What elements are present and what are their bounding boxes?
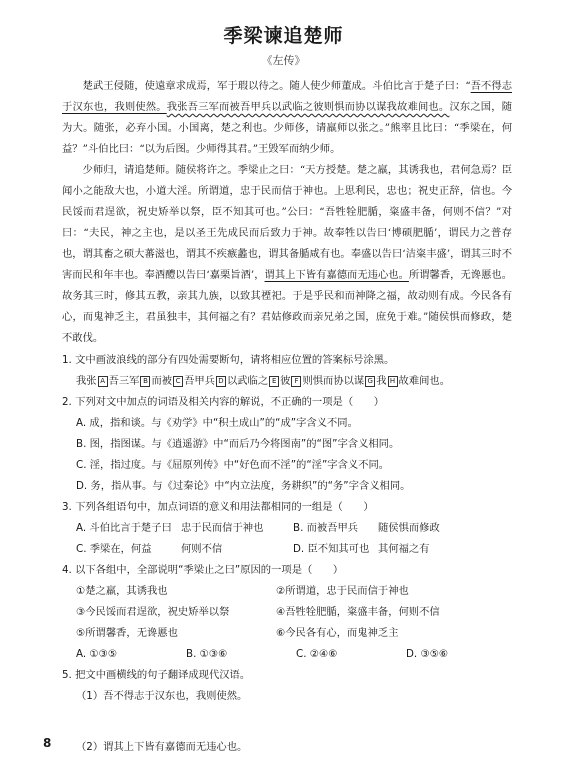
segment-text: 以武临之 (226, 375, 269, 387)
question-5: 5. 把文中画横线的句子翻译成现代汉语。 (62, 669, 251, 681)
segment-text: 则惧而协以谋 (302, 375, 365, 387)
question-5-part-2: （2）谓其上下皆有嘉德而无违心也。 (76, 741, 248, 753)
passage (62, 76, 512, 349)
option-d-part2: 其何福之有 (378, 543, 430, 555)
passage-text: 所谓馨香，无谗慝也。故务其三时，修其五教，亲其九族，以致其禋祀。于是乎民和而神降之福，故动则有成。今民各有心，而鬼神乏主，君虽独丰，其何福之有？君姑修政而亲兄弟之国，庶免于难。”随侯惧而修政，楚不敢伐。 (62, 269, 512, 344)
option-c-part1: C. 季梁在，何益 (76, 543, 152, 555)
answer-space[interactable] (62, 707, 522, 737)
item-5: ⑤所谓馨香，无谗慝也 (76, 627, 178, 639)
wavy-underlined-text: 我张吾三军而被吾甲兵以武临之彼则惧而协以谋我故难间也。 (166, 101, 450, 113)
passage-paragraph-1 (62, 76, 512, 160)
answer-option-row (62, 644, 522, 665)
answer-box-e[interactable]: E (269, 376, 279, 387)
option-d-part1: D. 臣不知其可也 (293, 543, 370, 555)
answer-box-d[interactable]: D (216, 376, 226, 387)
segment-text: 吾甲兵 (184, 375, 215, 387)
item-6: ⑥今民各有心，而鬼神乏主 (276, 627, 399, 639)
answer-box-h[interactable]: H (388, 376, 398, 387)
option-d: D. 务，指从事。与《过秦论》中“内立法度，务耕织”的“务”字含义相同。 (76, 480, 411, 492)
segment-text: 彼 (280, 375, 291, 387)
source-subtitle: 《左传》 (261, 54, 306, 67)
option-b: B. 图，指图谋。与《逍遥游》中“而后乃今将图南”的“图”字含义相同。 (76, 438, 400, 450)
option-a: A. 成，指和谈。与《劝学》中“积土成山”的“成”字含义不同。 (76, 417, 358, 429)
item-2: ②所谓道，忠于民而信于神也 (276, 585, 409, 597)
option-d: D. ③⑤⑥ (406, 648, 449, 660)
option-row (62, 518, 522, 539)
question-3: 3. 下列各组语句中，加点词语的意义和用法都相同的一组是（ ） (62, 501, 374, 513)
item-1: ①楚之羸，其诱我也 (76, 585, 168, 597)
option-b-part1: B. 而被吾甲兵 (293, 522, 359, 534)
answer-box-f[interactable]: F (291, 376, 301, 387)
question-1-answer-line (62, 371, 522, 392)
segment-text: 吾三军 (108, 375, 140, 387)
question-5-part-1: （1）吾不得志于汉东也，我则使然。 (76, 690, 248, 702)
item-3: ③今民馁而君逞欲，祝史矫举以祭 (76, 606, 230, 618)
passage-text: 楚武王侵随，使遠章求成焉，军于瑕以待之。随人使少师董成。斗伯比言于楚子曰：“ (82, 80, 471, 92)
page-number: 8 (43, 736, 52, 750)
page-title: 季梁谏追楚师 (223, 25, 344, 47)
answer-box-g[interactable]: G (365, 376, 375, 387)
item-row (62, 581, 522, 602)
segment-text: 我张 (76, 375, 97, 387)
question-4: 4. 以下各组中，全部说明“季梁止之曰”原因的一项是（ ） (62, 564, 344, 576)
segment-text: 故难间也。 (398, 375, 451, 387)
item-4: ④吾牲牷肥腯，粢盛丰备，何则不信 (276, 606, 440, 618)
underlined-sentence-2: 谓其上下皆有嘉德而无违心也。 (264, 269, 409, 281)
option-b: B. ①③⑥ (186, 648, 228, 660)
option-c: C. 淫，指过度。与《屈原列传》中“好色而不淫”的“淫”字含义不同。 (76, 459, 390, 471)
answer-box-b[interactable]: B (140, 376, 150, 387)
passage-paragraph-2 (62, 160, 512, 349)
question-2: 2. 下列对文中加点的词语及相关内容的解说，不正确的一项是（ ） (62, 396, 385, 408)
answer-box-c[interactable]: C (173, 376, 183, 387)
answer-box-a[interactable]: A (98, 376, 108, 387)
item-row (62, 623, 522, 644)
underlined-sentence-1: 吾不得志于汉东也，我则使然。 (62, 80, 513, 113)
segment-text: 而被 (151, 375, 173, 387)
item-row (62, 602, 522, 623)
questions (62, 350, 522, 758)
question-1: 1. 文中画波浪线的部分有四处需要断句，请将相应位置的答案标号涂黑。 (62, 354, 395, 366)
option-b-part2: 随侯惧而修政 (378, 522, 440, 534)
passage-text: 少师归，请追楚师。随侯将许之。季梁止之曰：“天方授楚。楚之羸，其诱我也，君何急焉？臣闻小之能敌大也，小道大淫。所谓道，忠于民而信于神也。上思利民，忠也；祝史正辞，信也。今民馁而君逞欲，祝史矫举以祭，臣不知其可也。”公曰：“吾牲牷肥腯，粢盛丰备，何则不信？”对曰：“夫民，神之主也，是以圣王先成民而后致力于神。故奉牲以告曰‘博硕肥腯’，谓民力之普存也，谓其畜之硕大蕃滋也，谓其不疾瘯蠡也，谓其备腯咸有也。奉盛以告曰‘洁粢丰盛’，谓其三时不害而民和年丰也。奉酒醴以告曰‘嘉栗旨酒’， (62, 164, 512, 281)
passage-text: 汉东之国，随为大。随张，必弃小国。小国离，楚之利也。少师侈，请羸师以张之。”熊率且比曰：“季梁在，何益？”斗伯比曰：“以为后图。少师得其君。”王毁军而纳少师。 (62, 101, 513, 155)
option-a-part2: 忠于民而信于神也 (181, 522, 264, 534)
option-c-part2: 何则不信 (181, 543, 223, 555)
option-a: A. ①③⑤ (76, 648, 118, 660)
option-a-part1: A. 斗伯比言于楚子曰 (76, 522, 172, 534)
segment-text: 我 (376, 375, 387, 387)
option-row (62, 539, 522, 560)
option-c: C. ②④⑥ (296, 648, 338, 660)
